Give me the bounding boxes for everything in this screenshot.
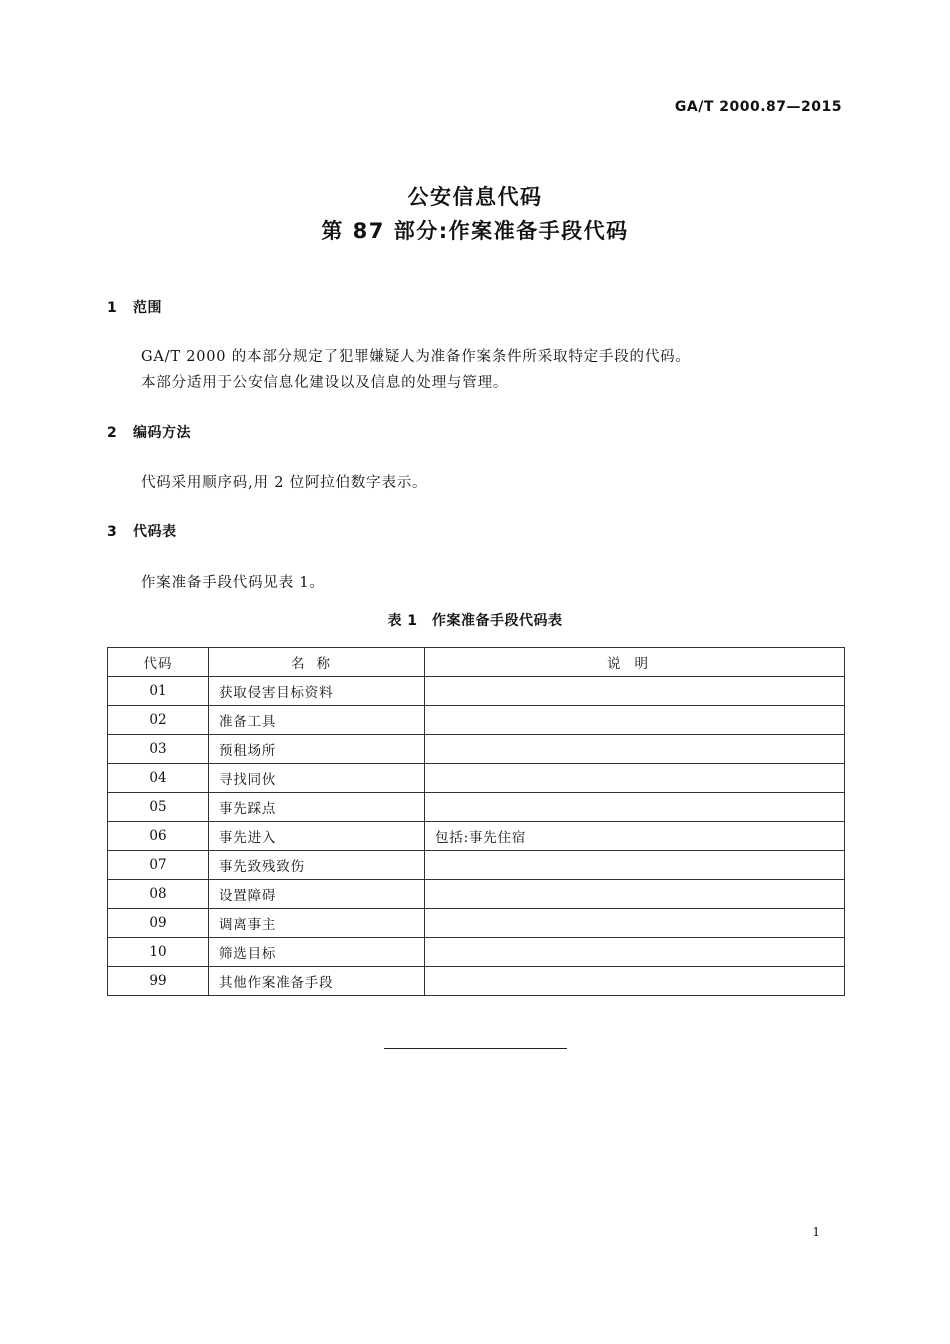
header-name: 名称 [209,648,425,677]
code-cell: 06 [108,822,209,851]
document-subtitle: 第 87 部分:作案准备手段代码 [321,219,629,243]
section-number: 2 [107,425,118,441]
table-row [108,735,845,764]
table-row [108,909,845,938]
name-cell: 其他作案准备手段 [209,967,425,996]
paragraph: GA/T 2000 的本部分规定了犯罪嫌疑人为准备作案条件所采取特定手段的代码。 [141,349,691,365]
description-cell [425,764,845,793]
header-code: 代码 [108,648,209,677]
paragraph: 代码采用顺序码,用 2 位阿拉伯数字表示。 [141,475,428,491]
table-row [108,822,845,851]
section-title: 范围 [133,300,162,316]
code-cell: 99 [108,967,209,996]
header-description: 说明 [425,648,845,677]
table-row [108,851,845,880]
name-cell: 准备工具 [209,706,425,735]
code-cell: 05 [108,793,209,822]
code-cell: 04 [108,764,209,793]
code-cell: 01 [108,677,209,706]
code-cell: 08 [108,880,209,909]
table-row [108,706,845,735]
code-cell: 02 [108,706,209,735]
description-cell [425,967,845,996]
table-row [108,967,845,996]
table-row [108,793,845,822]
code-cell: 03 [108,735,209,764]
table-caption: 表 1 作案准备手段代码表 [387,613,563,629]
description-cell [425,938,845,967]
description-cell [425,909,845,938]
code-cell: 07 [108,851,209,880]
name-cell: 事先进入 [209,822,425,851]
section-heading-coding-method [107,422,191,442]
table-row [108,880,845,909]
name-cell: 预租场所 [209,735,425,764]
description-cell [425,706,845,735]
section-heading-code-table [107,521,177,541]
section-title: 代码表 [133,524,177,540]
name-cell: 设置障碍 [209,880,425,909]
name-cell: 调离事主 [209,909,425,938]
name-cell: 筛选目标 [209,938,425,967]
description-cell: 包括:事先住宿 [425,822,845,851]
description-cell [425,880,845,909]
section-number: 1 [107,300,118,316]
section-heading-scope [107,297,162,317]
code-cell: 09 [108,909,209,938]
table-row [108,677,845,706]
name-cell: 事先踩点 [209,793,425,822]
end-rule [384,1048,567,1049]
section-title: 编码方法 [133,425,191,441]
name-cell: 获取侵害目标资料 [209,677,425,706]
page-number: 1 [812,1225,820,1239]
section-number: 3 [107,524,118,540]
paragraph: 本部分适用于公安信息化建设以及信息的处理与管理。 [141,375,509,391]
description-cell [425,677,845,706]
document-title: 公安信息代码 [407,185,543,209]
description-cell [425,793,845,822]
paragraph: 作案准备手段代码见表 1。 [141,575,325,591]
name-cell: 寻找同伙 [209,764,425,793]
table-header-row [108,648,845,677]
code-table [107,647,845,996]
description-cell [425,735,845,764]
standard-code: GA/T 2000.87—2015 [674,99,842,115]
code-cell: 10 [108,938,209,967]
table-row [108,938,845,967]
name-cell: 事先致残致伤 [209,851,425,880]
description-cell [425,851,845,880]
table-row [108,764,845,793]
